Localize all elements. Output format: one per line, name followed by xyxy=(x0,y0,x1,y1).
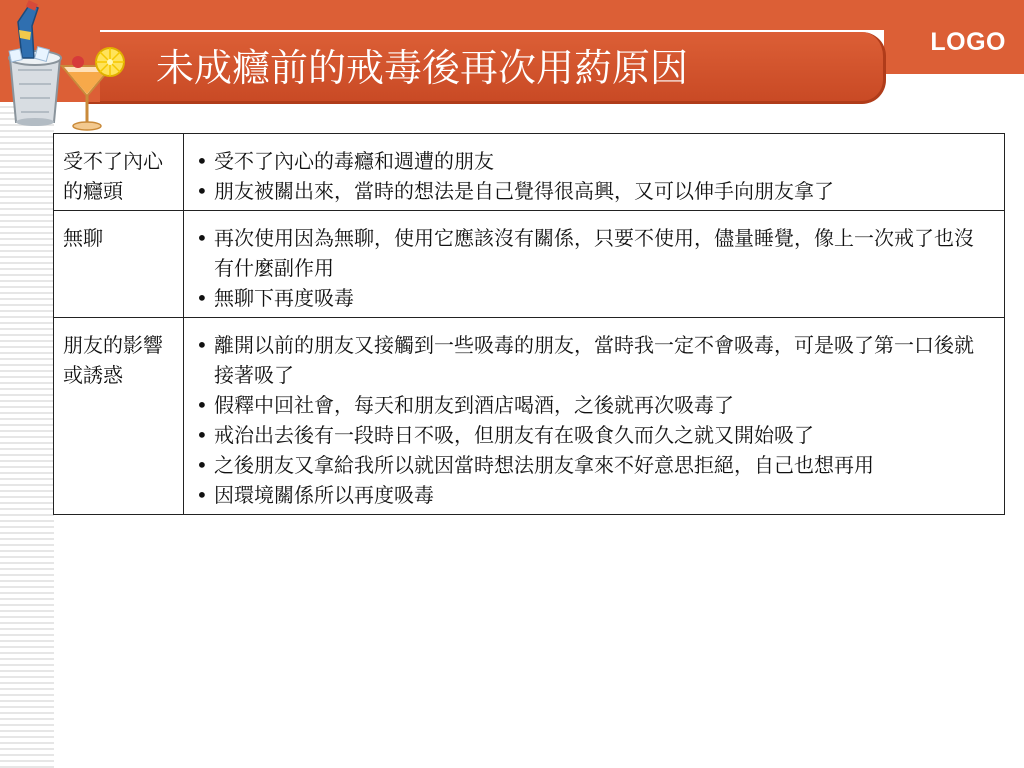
list-item: • 因環境關係所以再度吸毒 xyxy=(194,480,992,510)
list-item: • 之後朋友又拿給我所以就因當時想法朋友拿來不好意思拒絕，自己也想再用 xyxy=(194,450,992,480)
slide-title: 未成癮前的戒毒後再次用葯原因 xyxy=(156,46,689,90)
list-item: • 戒治出去後有一段時日不吸，但朋友有在吸食久而久之就又開始吸了 xyxy=(194,420,992,450)
bullet-list xyxy=(194,146,992,206)
table-row xyxy=(54,211,1005,318)
logo-text: LOGO xyxy=(930,28,1006,56)
drink-illustration-icon xyxy=(0,0,140,140)
category-cell: 朋友的影響或誘惑 xyxy=(54,318,184,515)
bullet-list xyxy=(194,223,992,313)
list-item: • 再次使用因為無聊，使用它應該沒有關係，只要不使用，儘量睡覺，像上一次戒了也沒有什麼副作用 xyxy=(194,223,992,283)
list-item: • 朋友被關出來，當時的想法是自己覺得很高興，又可以伸手向朋友拿了 xyxy=(194,176,992,206)
list-item: • 無聊下再度吸毒 xyxy=(194,283,992,313)
category-cell: 受不了內心的癮頭 xyxy=(54,134,184,211)
top-band xyxy=(0,0,1024,30)
table-row xyxy=(54,134,1005,211)
items-cell xyxy=(184,211,1005,318)
table-row xyxy=(54,318,1005,515)
items-cell xyxy=(184,134,1005,211)
content-table xyxy=(53,133,1005,515)
bullet-list xyxy=(194,330,992,510)
list-item: • 假釋中回社會，每天和朋友到酒店喝酒，之後就再次吸毒了 xyxy=(194,390,992,420)
list-item: • 離開以前的朋友又接觸到一些吸毒的朋友，當時我一定不會吸毒，可是吸了第一口後就接著吸了 xyxy=(194,330,992,390)
items-cell xyxy=(184,318,1005,515)
category-cell: 無聊 xyxy=(54,211,184,318)
list-item: • 受不了內心的毒癮和週遭的朋友 xyxy=(194,146,992,176)
